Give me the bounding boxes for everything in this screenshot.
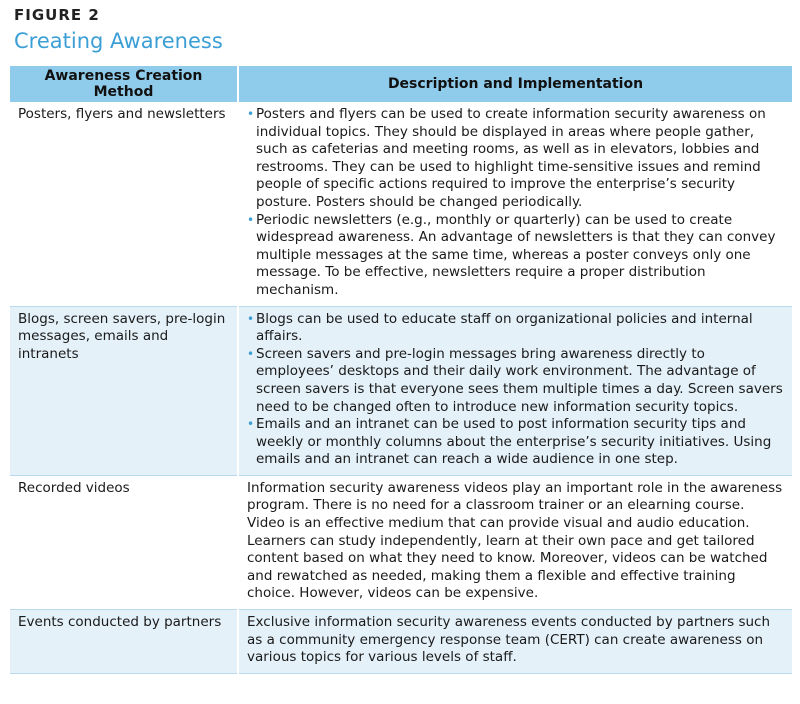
bullet-dot-icon: • <box>247 311 255 326</box>
bullet-dot-icon: • <box>247 346 255 361</box>
description-cell: Exclusive information security awareness events conducted by partners such as a community emergency response team (CERT) can create awareness on various topics for various levels of staff. <box>238 610 792 674</box>
list-item <box>247 346 784 416</box>
figure-title: Creating Awareness <box>14 29 223 53</box>
table-row <box>10 306 792 475</box>
method-cell: Events conducted by partners <box>10 610 238 674</box>
description-cell <box>238 102 792 306</box>
description-cell <box>238 306 792 475</box>
table-row <box>10 610 792 674</box>
list-item <box>247 311 784 346</box>
method-cell: Recorded videos <box>10 475 238 609</box>
bullet-text: Emails and an intranet can be used to post information security tips and weekly or monthly columns about the enterprise’s security initiatives. Using emails and an intranet can reach a wide audience in one step. <box>256 416 772 468</box>
list-item <box>247 416 784 469</box>
bullet-text: Posters and flyers can be used to create information security awareness on individual topics. They should be displayed in areas where people gather, such as cafeterias and meeting rooms, as well as in elevators, lobbies and restrooms. They can be used to highlight time-sensitive issues and remind people of specific actions required to improve the enterprise’s security posture. Posters should be changed periodically. <box>256 106 766 210</box>
bullet-list <box>247 106 784 300</box>
table-row <box>10 102 792 306</box>
bullet-text: Periodic newsletters (e.g., monthly or quarterly) can be used to create widespread awareness. An advantage of newsletters is that they can convey multiple messages at the same time, whereas a poster conveys only one message. To be effective, newsletters require a proper distribution mechanism. <box>256 211 776 298</box>
method-cell: Posters, flyers and newsletters <box>10 102 238 306</box>
bullet-text: Blogs can be used to educate staff on organizational policies and internal affairs. <box>256 310 753 345</box>
method-cell: Blogs, screen savers, pre-login messages, emails and intranets <box>10 306 238 475</box>
column-header-description: Description and Implementation <box>238 66 792 102</box>
bullet-dot-icon: • <box>247 107 255 121</box>
table-row <box>10 475 792 609</box>
awareness-methods-table <box>10 66 792 674</box>
column-header-method: Awareness Creation Method <box>10 66 238 102</box>
figure-label: FIGURE 2 <box>14 6 100 24</box>
list-item <box>247 212 784 300</box>
bullet-dot-icon: • <box>247 212 255 227</box>
description-cell: Information security awareness videos play an important role in the awareness program. There is no need for a classroom trainer or an elearning course. Video is an effective medium that can provide visual and audio education. Learners can study independently, learn at their own pace and get tailored content based on what they need to know. Moreover, videos can be watched and rewatched as needed, making them a flexible and effective training choice. However, videos can be expensive. <box>238 475 792 609</box>
bullet-list <box>247 311 784 469</box>
list-item <box>247 106 784 212</box>
table-header-row <box>10 66 792 102</box>
bullet-text: Screen savers and pre-login messages bring awareness directly to employees’ desktops and their daily work environment. The advantage of screen savers is that everyone sees them multiple times a day. Screen savers need to be changed often to introduce new information security topics. <box>256 345 783 415</box>
bullet-dot-icon: • <box>247 417 255 432</box>
